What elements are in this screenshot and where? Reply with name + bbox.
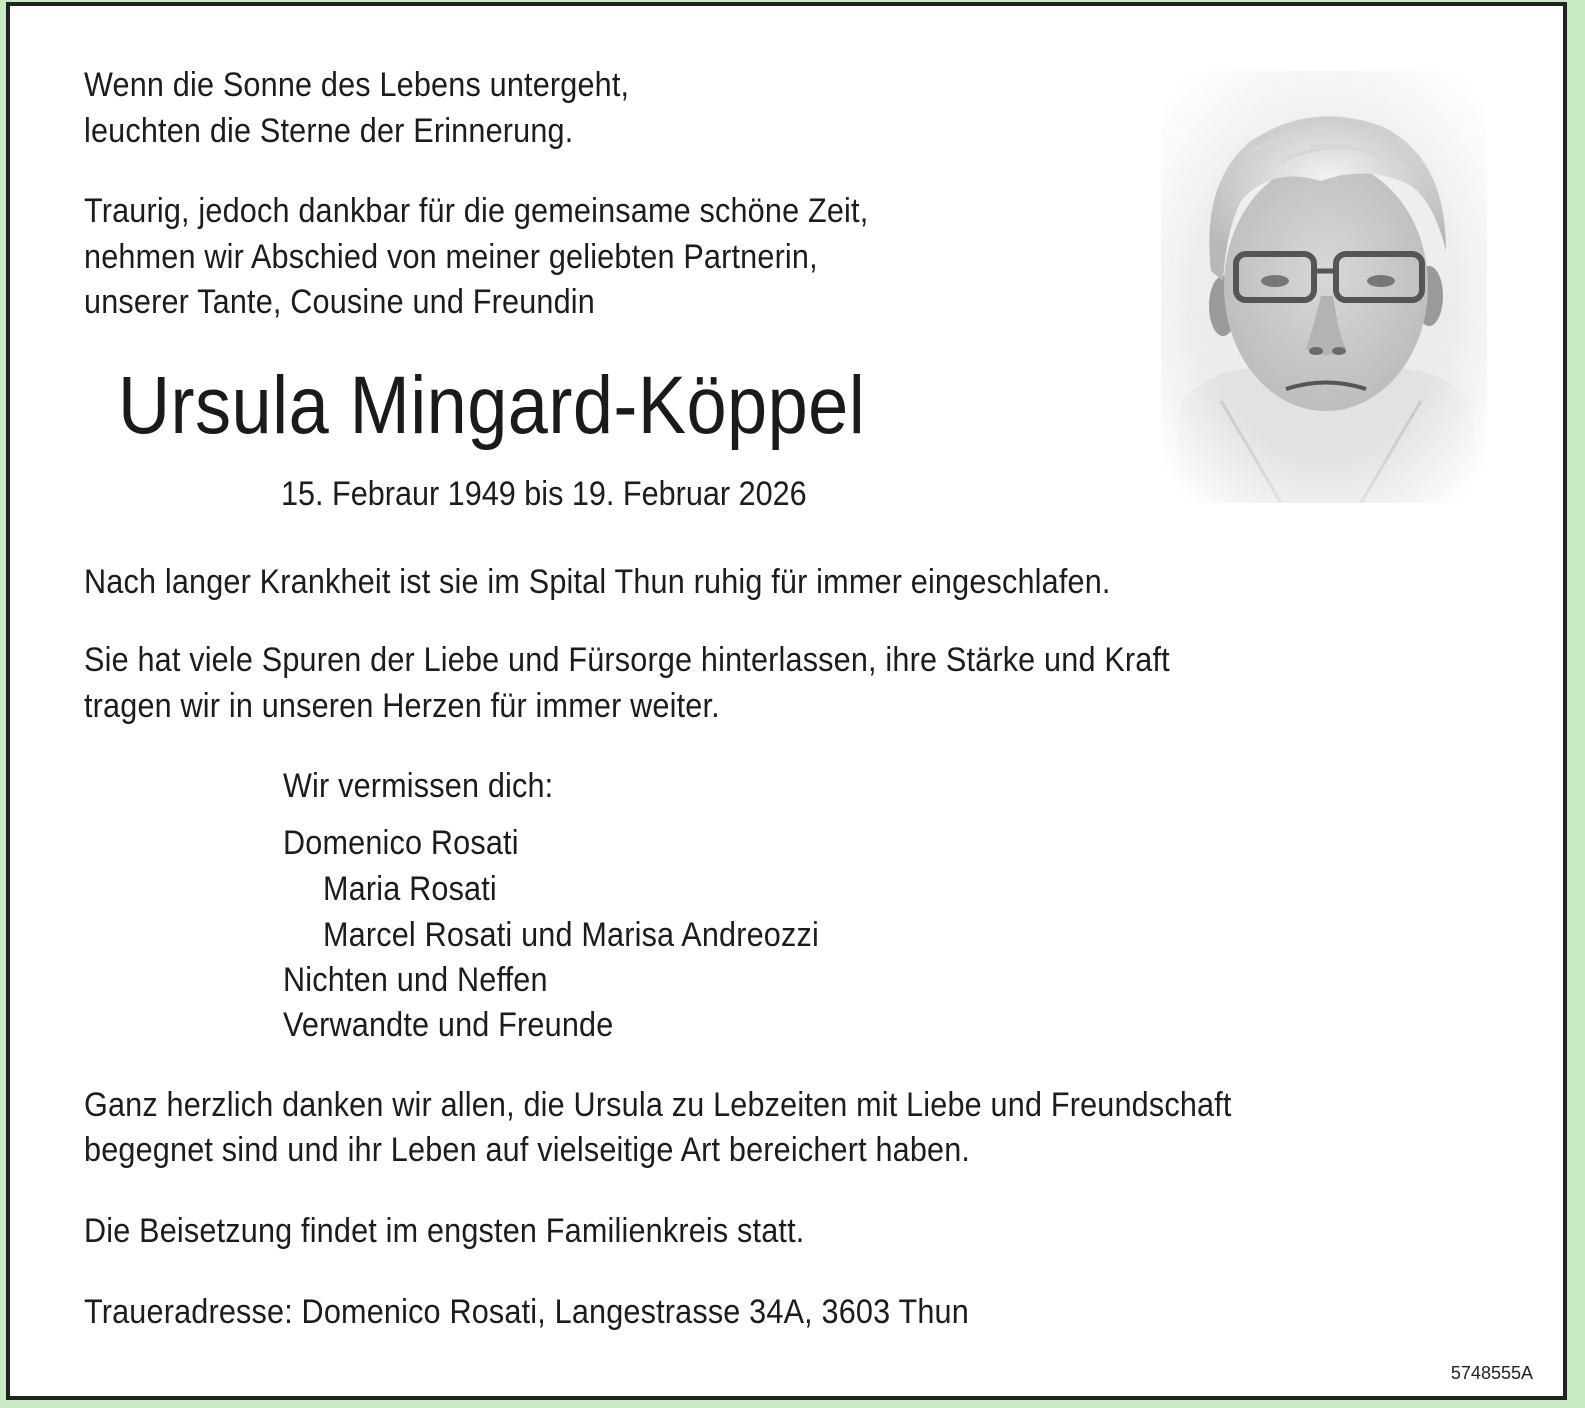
legacy-text-line-2: tragen wir in unseren Herzen für immer weiter.	[84, 687, 720, 725]
reference-code: 5748555A	[1450, 1363, 1533, 1383]
intro-paragraph-line-2: nehmen wir Abschied von meiner geliebten Partnerin,	[84, 238, 818, 276]
legacy-text-line-1: Sie hat viele Spuren der Liebe und Fürsorge hinterlassen, ihre Stärke und Kraft	[84, 641, 1170, 679]
intro-verse-line-2: leuchten die Sterne der Erinnerung.	[84, 112, 574, 150]
intro-verse-line-1: Wenn die Sonne des Lebens untergeht,	[84, 66, 630, 104]
deceased-name: Ursula Mingard-Köppel	[118, 360, 866, 451]
mourning-address: Traueradresse: Domenico Rosati, Langestrasse 34A, 3603 Thun	[84, 1293, 969, 1331]
portrait-image	[1161, 71, 1487, 503]
passing-text: Nach langer Krankheit ist sie im Spital Thun ruhig für immer eingeschlafen.	[84, 563, 1111, 601]
mourner-name: Domenico Rosati	[283, 824, 519, 862]
obituary-notice	[6, 2, 1567, 1400]
mourner-name: Marcel Rosati und Marisa Andreozzi	[323, 916, 819, 954]
mourner-name: Nichten und Neffen	[283, 961, 548, 999]
intro-paragraph-line-3: unserer Tante, Cousine und Freundin	[84, 283, 595, 321]
intro-paragraph-line-1: Traurig, jedoch dankbar für die gemeinsame schöne Zeit,	[84, 192, 869, 230]
life-dates: 15. Febraur 1949 bis 19. Februar 2026	[281, 475, 807, 513]
thanks-text-line-2: begegnet sind und ihr Leben auf vielseitige Art bereichert haben.	[84, 1131, 971, 1169]
burial-text: Die Beisetzung findet im engsten Familienkreis statt.	[84, 1212, 805, 1250]
portrait-photo	[1161, 71, 1487, 503]
mourner-name: Verwandte und Freunde	[283, 1006, 614, 1044]
mourner-name: Maria Rosati	[323, 870, 497, 908]
thanks-text-line-1: Ganz herzlich danken wir allen, die Ursula zu Lebzeiten mit Liebe und Freundschaft	[84, 1086, 1232, 1124]
mourners-heading: Wir vermissen dich:	[283, 767, 554, 805]
